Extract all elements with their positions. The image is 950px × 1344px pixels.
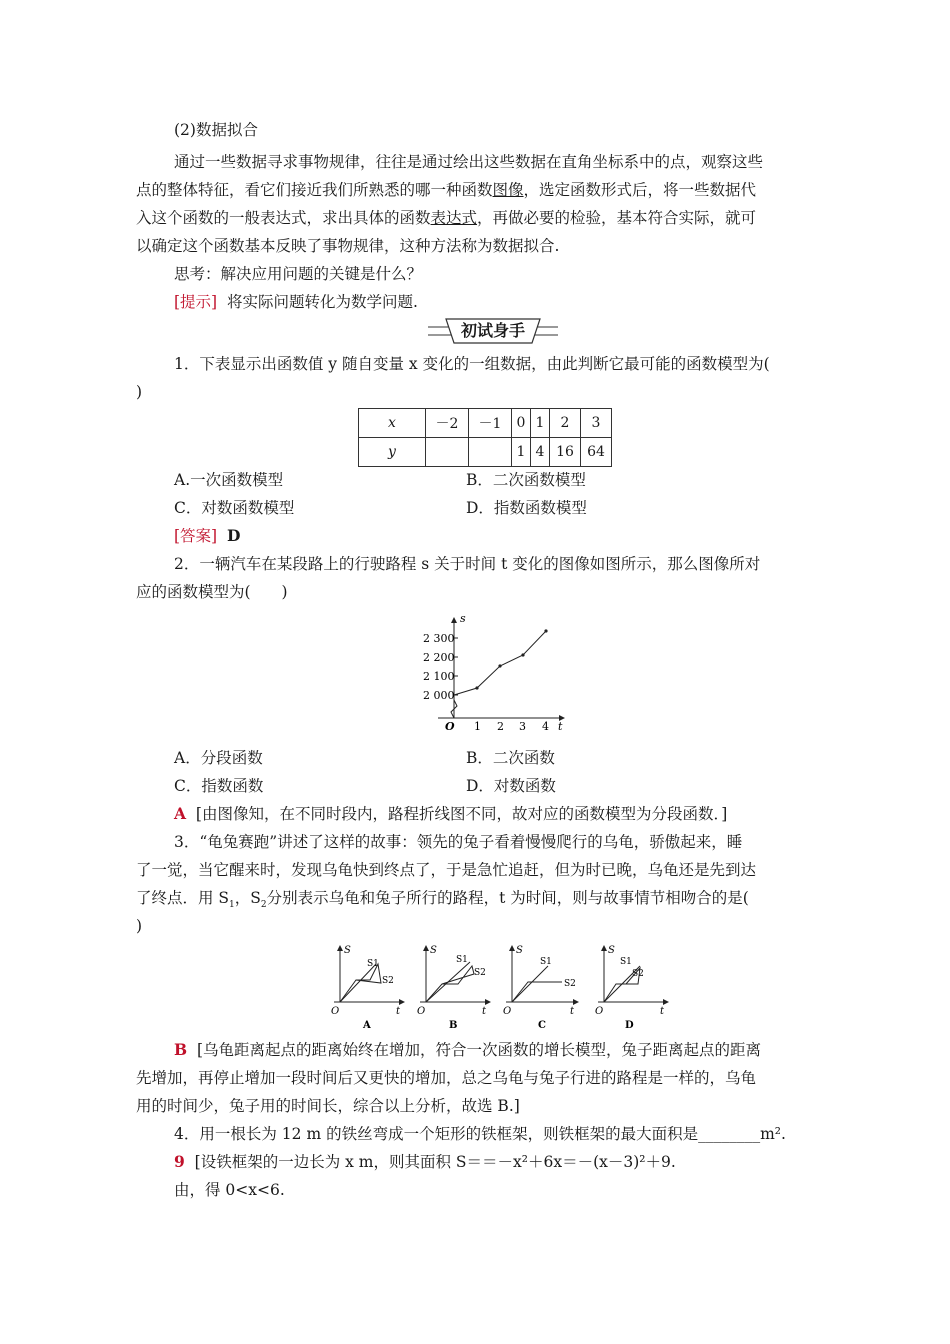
q2-stem-end: 应的函数模型为( ) bbox=[136, 583, 288, 601]
hint-line: [提示] 将实际问题转化为数学问题. bbox=[174, 293, 418, 311]
svg-text:t: t bbox=[570, 1006, 575, 1017]
q2-option-a: A．分段函数 bbox=[174, 749, 263, 767]
think-question: 思考：解决应用问题的关键是什么？ bbox=[174, 265, 423, 283]
svg-text:t: t bbox=[482, 1006, 487, 1017]
svg-text:S1: S1 bbox=[456, 955, 468, 965]
para-line: 以确定这个函数基本反映了事物规律，这种方法称为数据拟合. bbox=[136, 237, 560, 255]
q1-option-b: B．二次函数模型 bbox=[466, 471, 586, 489]
svg-text:O: O bbox=[417, 1006, 426, 1017]
x-tick-label: 2 bbox=[497, 720, 504, 733]
data-point bbox=[475, 686, 478, 689]
table-cell: －2 bbox=[426, 409, 469, 438]
x-tick-label: 1 bbox=[474, 720, 481, 733]
link-word: 表达式 bbox=[430, 209, 478, 227]
svg-text:S2: S2 bbox=[382, 976, 394, 986]
q3-stem: 3．“龟兔赛跑”讲述了这样的故事：领先的兔子看着慢慢爬行的乌龟，骄傲起来，睡 bbox=[174, 833, 743, 851]
table-cell: 3 bbox=[581, 409, 612, 438]
table-cell: y bbox=[359, 438, 426, 467]
q3-stem: 了终点．用 $S_1$，$S_2$分别表示乌龟和兔子所行的路程，t 为时间，则与故事情节相吻合的是( bbox=[136, 889, 749, 911]
y-tick-label: 2 200 bbox=[423, 651, 455, 664]
table-cell: －1 bbox=[469, 409, 512, 438]
section-banner bbox=[428, 318, 558, 344]
s2-line bbox=[512, 982, 562, 1002]
data-point bbox=[521, 653, 524, 656]
q3-graph-c bbox=[498, 940, 584, 1032]
svg-text:O: O bbox=[331, 1006, 340, 1017]
para-line: 入这个函数的一般表达式，求出具体的函数表达式，再做必要的检验，基本符合实际，就可 bbox=[136, 209, 757, 227]
svg-text:S2: S2 bbox=[474, 968, 486, 978]
q2-option-c: C．指数函数 bbox=[174, 777, 264, 795]
svg-text:S: S bbox=[344, 945, 351, 956]
q4-stem: 4．用一根长为 12 m 的铁丝弯成一个矩形的铁框架，则铁框架的最大面积是________m². bbox=[174, 1125, 786, 1143]
table-cell bbox=[426, 438, 469, 467]
svg-text:S2: S2 bbox=[632, 969, 644, 979]
q3-graph-b bbox=[412, 940, 494, 1032]
s1-line bbox=[512, 966, 548, 1002]
table-cell: x bbox=[359, 409, 426, 438]
table-cell: 0 bbox=[512, 409, 531, 438]
table-cell: 16 bbox=[550, 438, 581, 467]
section-heading: (2)数据拟合 bbox=[174, 121, 258, 139]
q2-option-d: D．对数函数 bbox=[466, 777, 556, 795]
graph-caption: A bbox=[363, 1020, 371, 1031]
svg-text:O: O bbox=[503, 1006, 512, 1017]
table-cell bbox=[469, 438, 512, 467]
svg-text:O: O bbox=[595, 1006, 604, 1017]
table-cell: 4 bbox=[531, 438, 550, 467]
q1-option-a: A.一次函数模型 bbox=[174, 471, 284, 489]
q2-stem: 2．一辆汽车在某段路上的行驶路程 s 关于时间 t 变化的图像如图所示，那么图像所对 bbox=[174, 555, 761, 573]
q1-answer: [答案] D bbox=[174, 526, 241, 545]
q1-option-d: D．指数函数模型 bbox=[466, 499, 587, 517]
x-tick-label: 3 bbox=[519, 720, 526, 733]
data-point bbox=[498, 664, 501, 667]
svg-text:S2: S2 bbox=[564, 979, 576, 989]
svg-text:t: t bbox=[396, 1006, 401, 1017]
s1-line bbox=[340, 964, 376, 1002]
banner-title: 初试身手 bbox=[460, 321, 525, 340]
hint-tag: [提示] bbox=[174, 293, 218, 311]
q1-table bbox=[358, 408, 612, 467]
q2-answer: A [由图像知，在不同时段内，路程折线图不同，故对应的函数模型为分段函数．] bbox=[174, 804, 728, 823]
q3-graph-d bbox=[590, 940, 672, 1032]
svg-text:t: t bbox=[660, 1006, 665, 1017]
table-cell: 1 bbox=[531, 409, 550, 438]
origin-label: O bbox=[445, 720, 455, 733]
para-line: 点的整体特征，看它们接近我们所熟悉的哪一种函数图像，选定函数形式后，将一些数据代 bbox=[136, 181, 757, 199]
link-word: 图像 bbox=[492, 181, 524, 199]
svg-text:S: S bbox=[608, 945, 615, 956]
data-point bbox=[544, 629, 547, 632]
table-cell: 1 bbox=[512, 438, 531, 467]
answer-tag: [答案] bbox=[174, 527, 218, 545]
q4-explain: 由，得 0<x<6. bbox=[174, 1181, 285, 1199]
graph-caption: D bbox=[625, 1020, 634, 1031]
q3-explain: 先增加，再停止增加一段时间后又更快的增加，总之乌龟与兔子行进的路程是一样的，乌龟 bbox=[136, 1069, 757, 1087]
table-cell: 2 bbox=[550, 409, 581, 438]
svg-text:S: S bbox=[516, 945, 523, 956]
y-tick-label: 2 000 bbox=[423, 689, 455, 702]
graph-caption: B bbox=[449, 1020, 458, 1031]
s2-line bbox=[426, 966, 474, 1002]
table-cell: 64 bbox=[581, 438, 612, 467]
q1-option-c: C．对数函数模型 bbox=[174, 499, 295, 517]
q3-stem: 了一觉，当它醒来时，发现乌龟快到终点了，于是急忙追赶，但为时已晚，乌龟还是先到达 bbox=[136, 861, 757, 879]
q1-stem-end: ) bbox=[136, 383, 143, 401]
svg-text:S1: S1 bbox=[620, 957, 632, 967]
graph-caption: C bbox=[538, 1020, 546, 1031]
q3-graph-a bbox=[326, 940, 408, 1032]
y-tick-label: 2 300 bbox=[423, 632, 455, 645]
y-tick-label: 2 100 bbox=[423, 670, 455, 683]
q2-option-b: B．二次函数 bbox=[466, 749, 555, 767]
svg-text:S1: S1 bbox=[367, 959, 379, 969]
q3-stem-end: ) bbox=[136, 917, 143, 935]
q3-answer: B [乌龟距离起点的距离始终在增加，符合一次函数的增长模型，兔子距离起点的距离 bbox=[174, 1040, 762, 1059]
x-tick-label: 4 bbox=[542, 720, 549, 733]
x-axis-label: t bbox=[558, 720, 563, 733]
s2-line bbox=[340, 964, 381, 1002]
svg-text:S: S bbox=[430, 945, 437, 956]
q4-answer: 9 [设铁框架的一边长为 x m，则其面积 S＝＝－x²＋6x＝－(x－3)²＋9. bbox=[174, 1152, 676, 1171]
svg-text:S1: S1 bbox=[540, 957, 552, 967]
q2-graph bbox=[418, 610, 570, 736]
distance-polyline bbox=[454, 631, 546, 695]
q3-explain: 用的时间少，兔子用的时间长，综合以上分析，故选 B.] bbox=[136, 1097, 520, 1115]
y-axis-label: s bbox=[460, 612, 466, 625]
para-line: 通过一些数据寻求事物规律，往往是通过绘出这些数据在直角坐标系中的点，观察这些 bbox=[174, 153, 764, 171]
q1-stem: 1．下表显示出函数值 y 随自变量 x 变化的一组数据，由此判断它最可能的函数模型为( bbox=[174, 355, 770, 373]
